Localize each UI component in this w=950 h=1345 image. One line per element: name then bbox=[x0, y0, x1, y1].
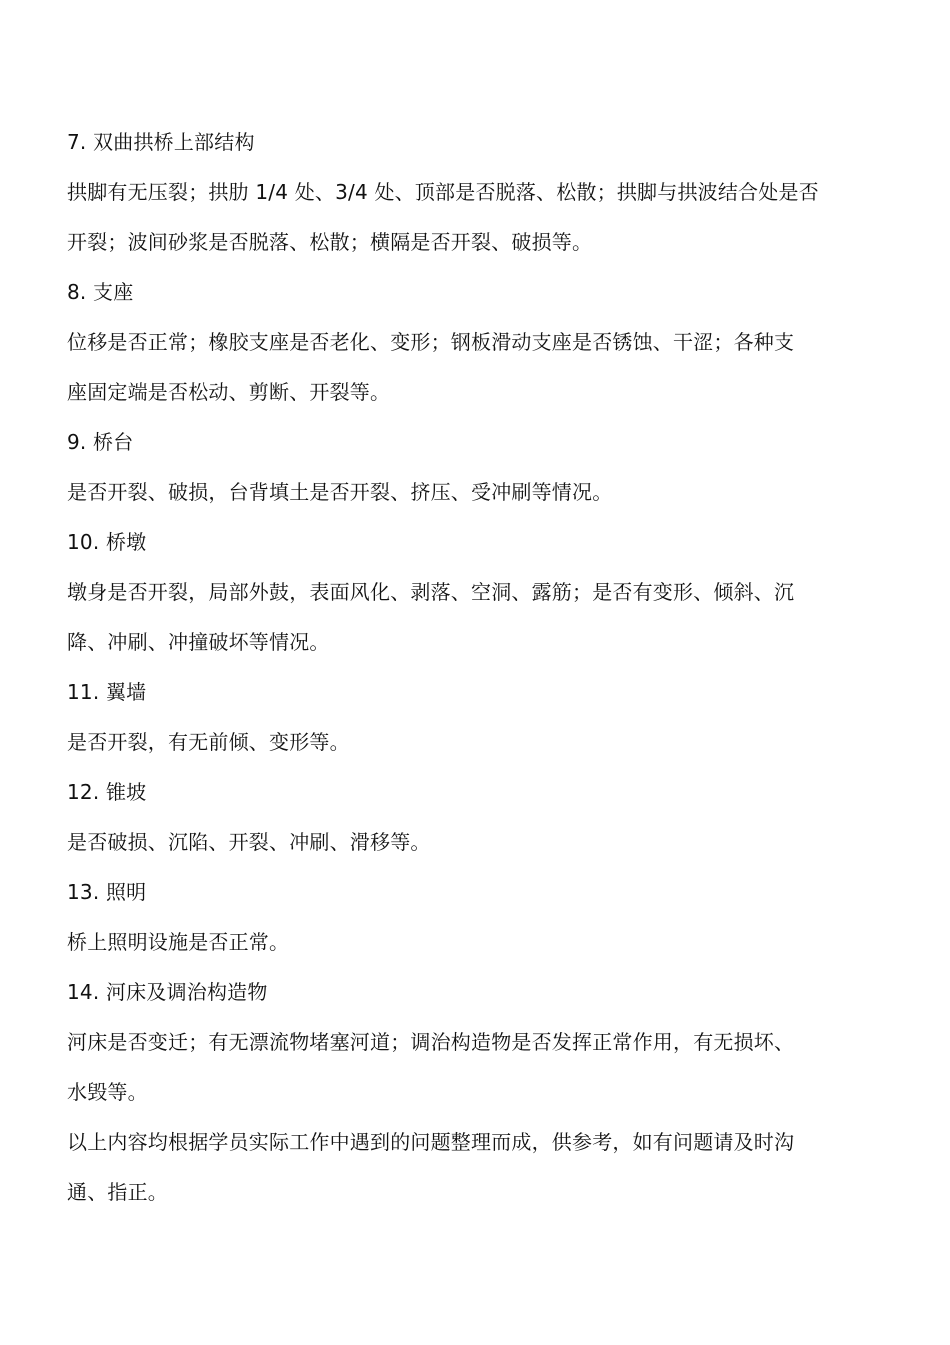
closing-text-line-1: 以上内容均根据学员实际工作中遇到的问题整理而成，供参考，如有问题请及时沟 bbox=[67, 1130, 795, 1154]
section-heading-14: 14. 河床及调治构造物 bbox=[67, 980, 268, 1004]
section-10-text-line-2: 降、冲刷、冲撞破坏等情况。 bbox=[67, 630, 330, 654]
section-7-text-line-1: 拱脚有无压裂；拱肋 1/4 处、3/4 处、顶部是否脱落、松散；拱脚与拱波结合处是否 bbox=[67, 180, 819, 204]
section-9-text-line-1: 是否开裂、破损，台背填土是否开裂、挤压、受冲刷等情况。 bbox=[67, 480, 613, 504]
section-7-text-line-2: 开裂；波间砂浆是否脱落、松散；横隔是否开裂、破损等。 bbox=[67, 230, 593, 254]
section-8-text-line-1: 位移是否正常；橡胶支座是否老化、变形；钢板滑动支座是否锈蚀、干涩；各种支 bbox=[67, 330, 795, 354]
section-10-text-line-1: 墩身是否开裂，局部外鼓，表面风化、剥落、空洞、露筋；是否有变形、倾斜、沉 bbox=[67, 580, 795, 604]
closing-text-line-2: 通、指正。 bbox=[67, 1180, 168, 1204]
section-heading-7: 7. 双曲拱桥上部结构 bbox=[67, 130, 255, 154]
section-heading-10: 10. 桥墩 bbox=[67, 530, 147, 554]
section-13-text-line-1: 桥上照明设施是否正常。 bbox=[67, 930, 290, 954]
section-heading-13: 13. 照明 bbox=[67, 880, 147, 904]
section-heading-11: 11. 翼墙 bbox=[67, 680, 147, 704]
section-heading-9: 9. 桥台 bbox=[67, 430, 134, 454]
section-14-text-line-1: 河床是否变迁；有无漂流物堵塞河道；调治构造物是否发挥正常作用，有无损坏、 bbox=[67, 1030, 795, 1054]
section-heading-12: 12. 锥坡 bbox=[67, 780, 147, 804]
section-heading-8: 8. 支座 bbox=[67, 280, 134, 304]
section-14-text-line-2: 水毁等。 bbox=[67, 1080, 148, 1104]
section-8-text-line-2: 座固定端是否松动、剪断、开裂等。 bbox=[67, 380, 391, 404]
section-11-text-line-1: 是否开裂，有无前倾、变形等。 bbox=[67, 730, 350, 754]
section-12-text-line-1: 是否破损、沉陷、开裂、冲刷、滑移等。 bbox=[67, 830, 431, 854]
